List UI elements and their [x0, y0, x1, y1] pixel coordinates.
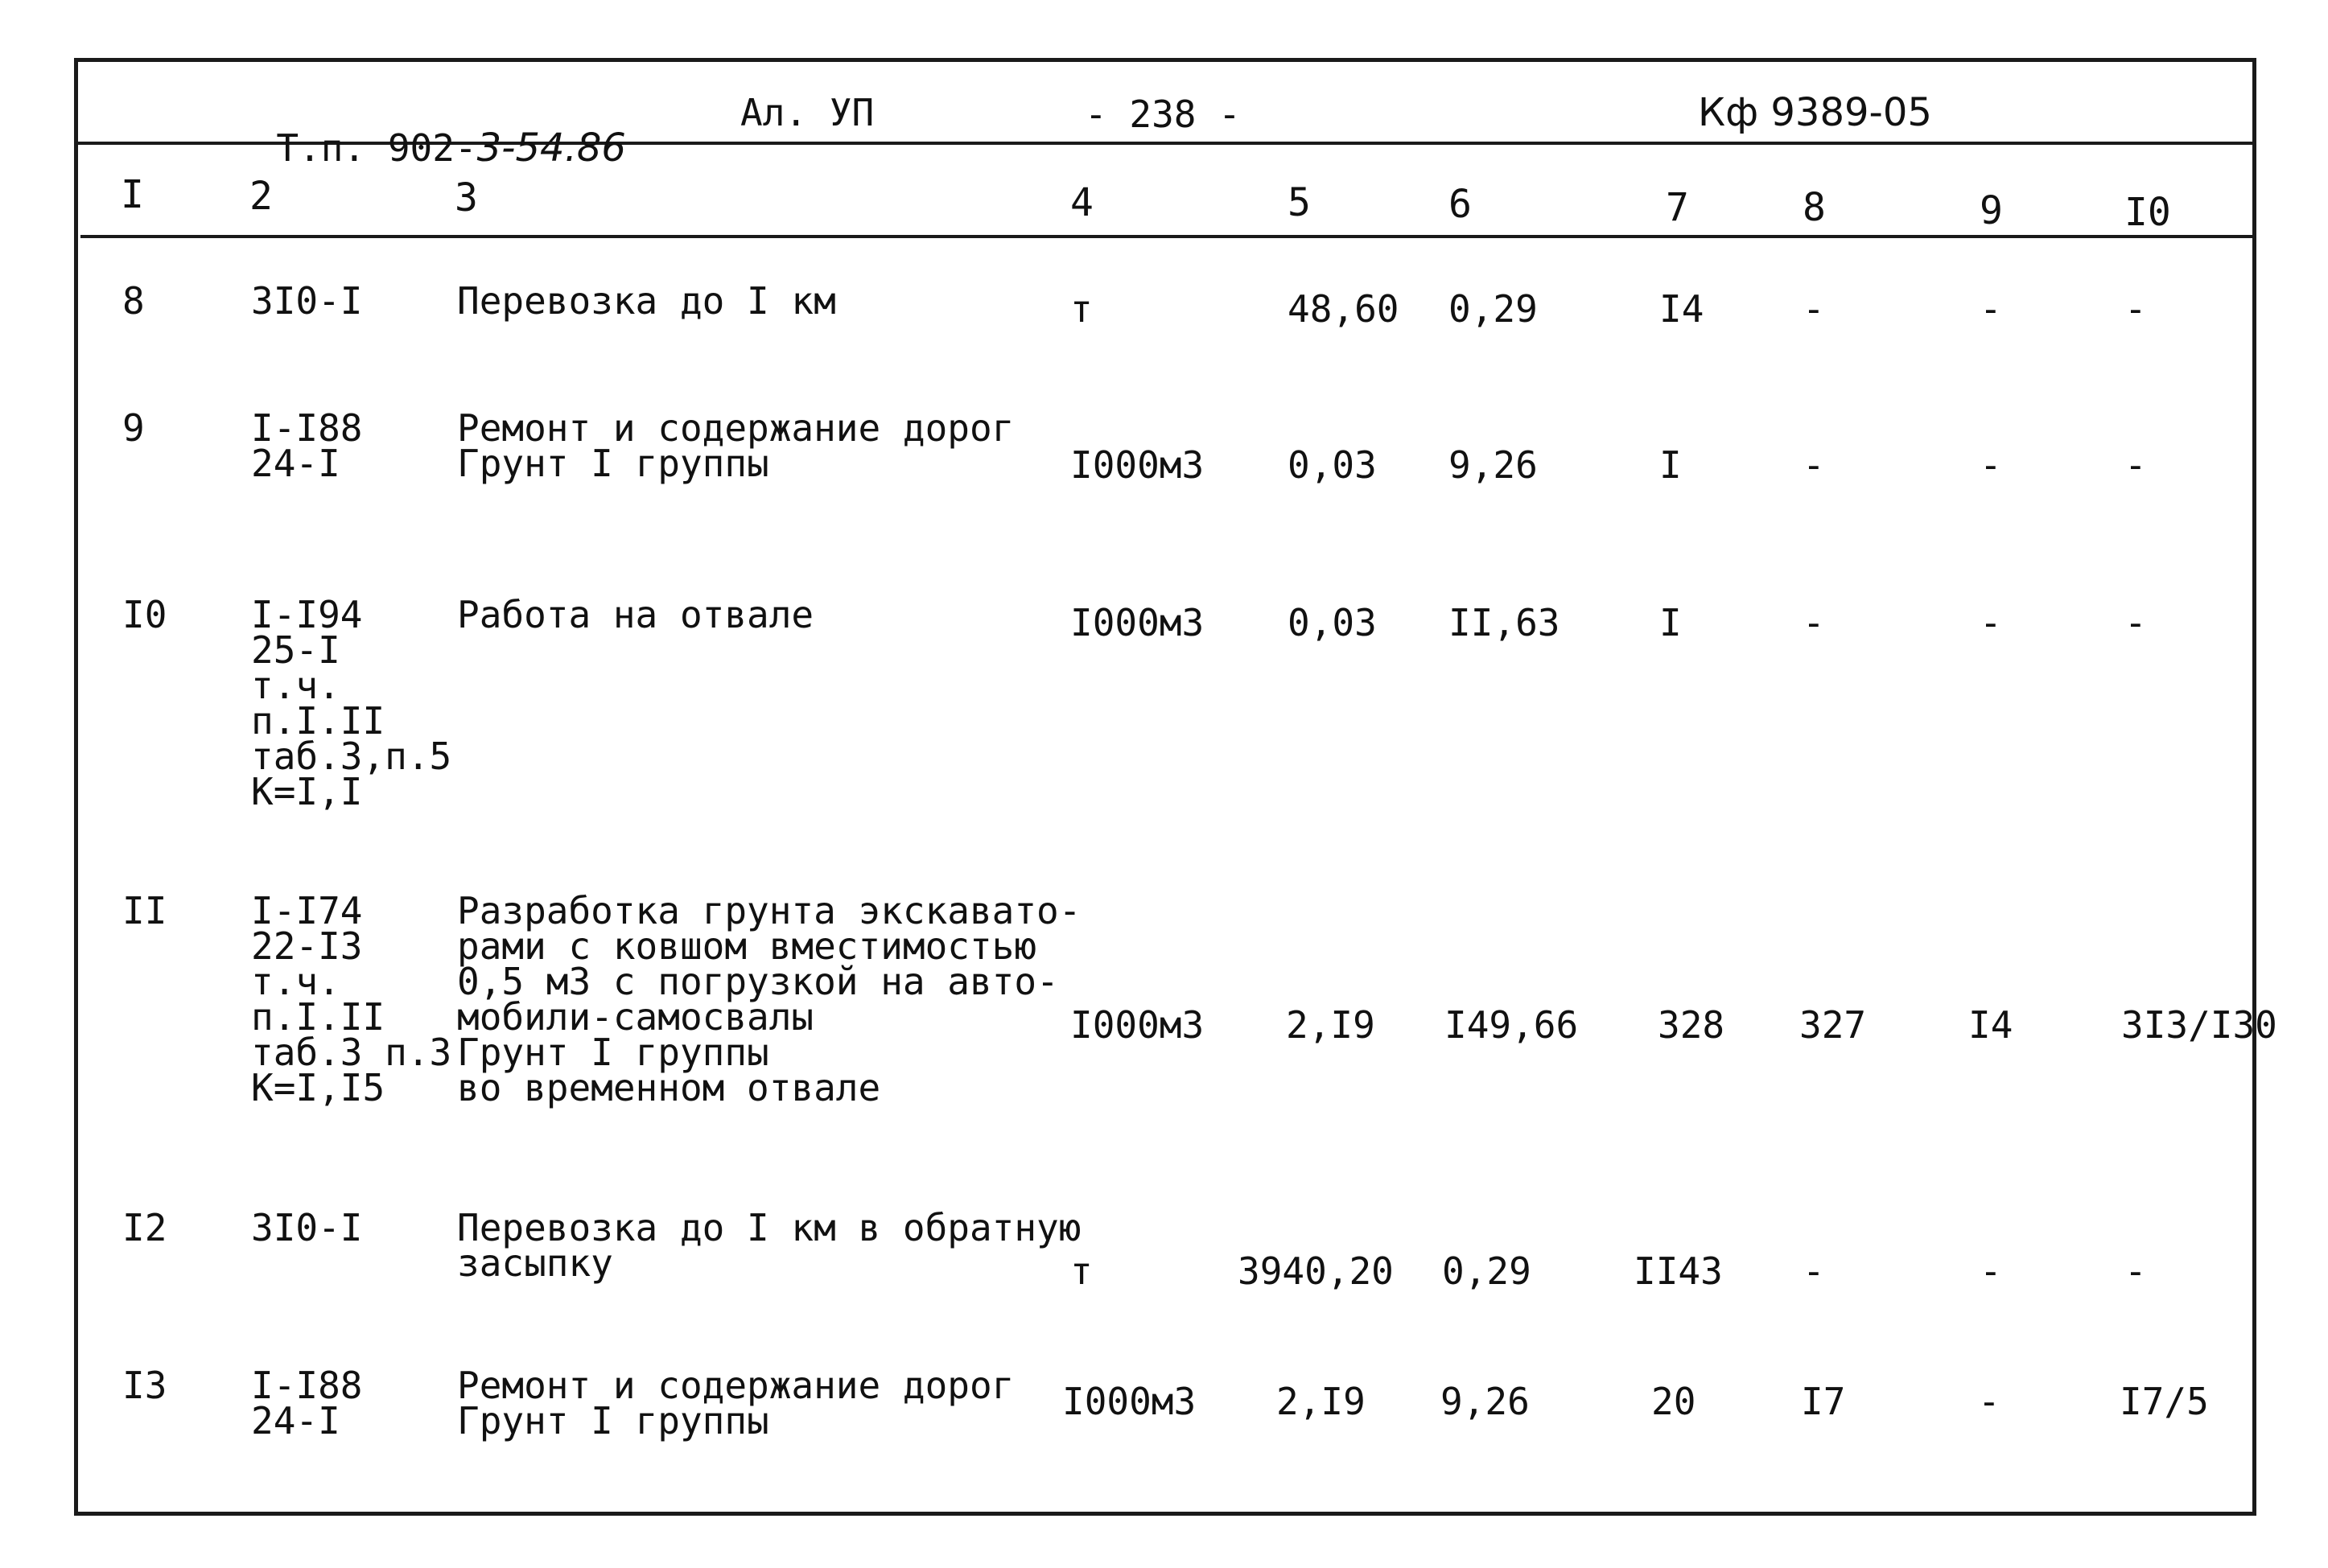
quantity: 3940,20 [1238, 1249, 1394, 1293]
norm-code-line: I-I88 [251, 1364, 363, 1407]
row-number: I2 [122, 1206, 167, 1249]
row-number: II [122, 889, 167, 932]
work-description [457, 889, 1082, 1109]
column-number-2: 2 [249, 174, 273, 219]
norm-code-line: п.I.II [251, 995, 385, 1039]
unit-rate: 9,26 [1448, 443, 1538, 487]
column-9-value: - [1980, 443, 2002, 487]
column-number-6: 6 [1448, 182, 1472, 227]
row-number: 8 [122, 279, 145, 323]
unit-of-measure: I000м3 [1070, 1003, 1205, 1047]
norm-code-line: 24-I [251, 1399, 340, 1442]
unit-rate: 0,29 [1442, 1249, 1531, 1293]
norm-code-line: К=I,I5 [251, 1066, 385, 1109]
work-description-line: Работа на отвале [457, 593, 814, 636]
norm-code-line: 24-I [251, 442, 340, 485]
norm-code [251, 593, 452, 813]
unit-of-measure: т [1070, 1249, 1093, 1293]
column-header-divider [80, 235, 2256, 238]
norm-code [251, 1364, 363, 1442]
column-8-value: - [1803, 443, 1825, 487]
row-number: I3 [122, 1364, 167, 1407]
quantity: 2,I9 [1286, 1003, 1375, 1047]
unit-rate: I49,66 [1444, 1003, 1579, 1047]
norm-code-line: т.ч. [251, 960, 340, 1003]
work-description [457, 279, 836, 323]
unit-rate: II,63 [1448, 601, 1560, 644]
norm-code-line: I-I94 [251, 593, 363, 636]
norm-code [251, 279, 363, 323]
quantity: 0,03 [1288, 601, 1377, 644]
norm-code-line: 22-I3 [251, 924, 363, 968]
document-code: Кф 9389-05 [1698, 90, 1932, 135]
work-description-line: мобили-самосвалы [457, 995, 814, 1039]
work-description-line: Перевозка до I км в обратную [457, 1206, 1082, 1249]
column-9-value: - [1980, 601, 2002, 644]
work-description-line: рами с ковшом вместимостью [457, 924, 1037, 968]
work-description-line: Разработка грунта экскавато- [457, 889, 1082, 932]
unit-rate: 0,29 [1448, 287, 1538, 331]
work-description [457, 1206, 1082, 1285]
column-8-value: - [1803, 287, 1825, 331]
unit-of-measure: I000м3 [1070, 443, 1205, 487]
work-description [457, 406, 1015, 485]
work-description [457, 1364, 1015, 1442]
row-number: 9 [122, 406, 145, 450]
norm-code [251, 889, 452, 1109]
unit-of-measure: I000м3 [1070, 601, 1205, 644]
norm-code-line: таб.3,п.5 [251, 735, 452, 778]
work-description-line: Грунт I группы [457, 442, 769, 485]
column-10-value: - [2124, 287, 2147, 331]
unit-of-measure: I000м3 [1062, 1380, 1197, 1423]
unit-of-measure: т [1070, 287, 1093, 331]
column-8-value: I7 [1801, 1380, 1846, 1423]
column-number-7: 7 [1666, 185, 1689, 230]
column-8-value: 327 [1799, 1003, 1867, 1047]
column-7-value: I [1659, 601, 1682, 644]
doc-number [232, 95, 626, 171]
norm-code-line: К=I,I [251, 770, 363, 813]
work-description-line: 0,5 м3 с погрузкой на авто- [457, 960, 1059, 1003]
norm-code-line: таб.3 п.3 [251, 1031, 452, 1074]
page-number: - 238 - [1085, 93, 1241, 136]
column-number-1: I [121, 172, 144, 217]
norm-code-line: 3I0-I [251, 279, 363, 323]
unit-rate: 9,26 [1440, 1380, 1530, 1423]
work-description-line: Ремонт и содержание дорог [457, 1364, 1015, 1407]
norm-code [251, 1206, 363, 1249]
norm-code-line: т.ч. [251, 664, 340, 707]
column-number-3: 3 [455, 175, 478, 220]
work-description-line: Перевозка до I км [457, 279, 836, 323]
column-7-value: II43 [1634, 1249, 1723, 1293]
quantity: 2,I9 [1276, 1380, 1366, 1423]
work-description-line: во временном отвале [457, 1066, 881, 1109]
row-number: I0 [122, 593, 167, 636]
column-8-value: - [1803, 1249, 1825, 1293]
column-number-10: I0 [2124, 190, 2171, 235]
norm-code-line: п.I.II [251, 699, 385, 743]
norm-code-line: I-I88 [251, 406, 363, 450]
doc-number-handwritten: 3-54.86 [476, 126, 626, 171]
album-label: Ал. УП [740, 91, 875, 134]
work-description-line: Грунт I группы [457, 1399, 769, 1442]
work-description-line: засыпку [457, 1241, 613, 1285]
norm-code-line: 25-I [251, 628, 340, 672]
column-number-4: 4 [1070, 180, 1094, 225]
column-7-value: 20 [1651, 1380, 1696, 1423]
column-10-value: - [2124, 601, 2147, 644]
norm-code-line: 3I0-I [251, 1206, 363, 1249]
column-7-value: I4 [1659, 287, 1704, 331]
column-10-value: 3I3/I30 [2121, 1003, 2277, 1047]
column-8-value: - [1803, 601, 1825, 644]
norm-code-line: I-I74 [251, 889, 363, 932]
column-9-value: - [1980, 287, 2002, 331]
column-7-value: 328 [1658, 1003, 1725, 1047]
work-description-line: Ремонт и содержание дорог [457, 406, 1015, 450]
column-number-5: 5 [1288, 180, 1311, 225]
work-description [457, 593, 814, 636]
column-9-value: I4 [1968, 1003, 2013, 1047]
quantity: 0,03 [1288, 443, 1377, 487]
quantity: 48,60 [1288, 287, 1399, 331]
doc-number-prefix: Т.п. 902- [276, 126, 477, 170]
column-number-8: 8 [1803, 185, 1826, 230]
column-9-value: - [1980, 1249, 2002, 1293]
column-10-value: - [2124, 1249, 2147, 1293]
column-10-value: - [2124, 443, 2147, 487]
column-number-9: 9 [1980, 188, 2003, 233]
work-description-line: Грунт I группы [457, 1031, 769, 1074]
column-9-value: - [1978, 1380, 2000, 1423]
column-7-value: I [1659, 443, 1682, 487]
column-10-value: I7/5 [2120, 1380, 2209, 1423]
norm-code [251, 406, 363, 485]
